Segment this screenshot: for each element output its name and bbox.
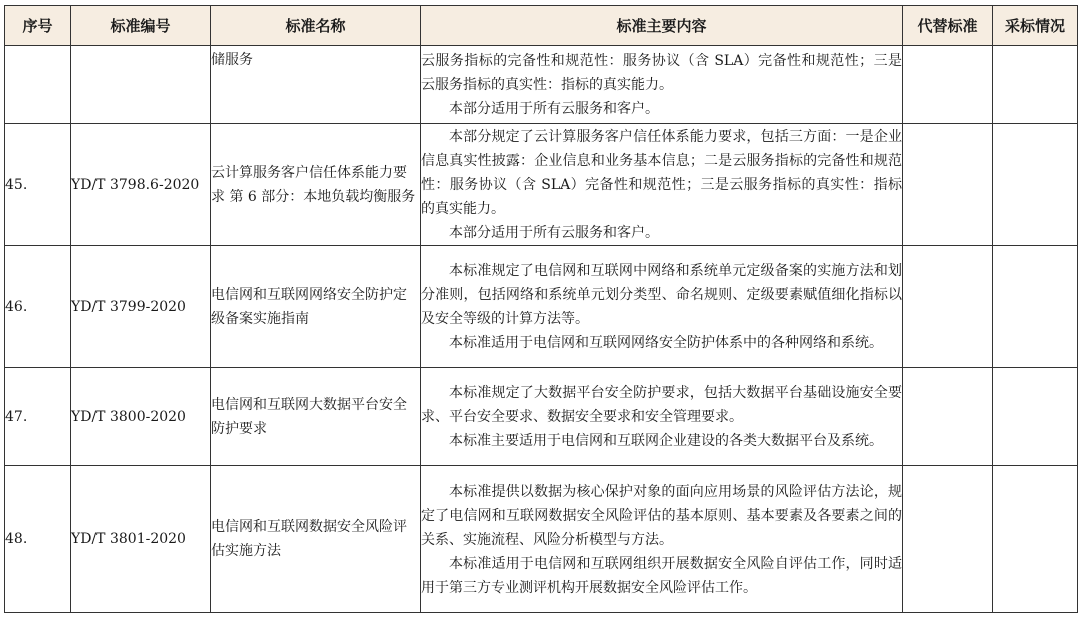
row-name: 电信网和互联网数据安全风险评估实施方法: [211, 466, 421, 613]
row-replace: [903, 46, 993, 124]
row-content: [421, 124, 903, 246]
content-paragraph: 本标准提供以数据为核心保护对象的面向应用场景的风险评估方法论，规定了电信网和互联网数据安全风险评估的基本原则、基本要素及各要素之间的关系、实施流程、风险分析模型与方法。: [421, 483, 902, 548]
row-seq: 47.: [5, 368, 71, 466]
row-code: YD/T 3801-2020: [71, 466, 211, 613]
row-adopt: [993, 46, 1078, 124]
row-code: [71, 46, 211, 124]
row-adopt: [993, 368, 1078, 466]
row-replace: [903, 368, 993, 466]
row-content: [421, 46, 903, 124]
table-row: [5, 368, 1078, 466]
header-seq: 序号: [5, 6, 71, 46]
header-replace: 代替标准: [903, 6, 993, 46]
header-name: 标准名称: [211, 6, 421, 46]
content-paragraph: 本标准主要适用于电信网和互联网企业建设的各类大数据平台及系统。: [449, 433, 883, 449]
content-paragraph: 本标准规定了电信网和互联网中网络和系统单元定级备案的实施方法和划分准则，包括网络和系统单元划分类型、命名规则、定级要素赋值细化指标以及安全等级的计算方法等。: [421, 263, 902, 327]
row-adopt: [993, 124, 1078, 246]
standards-table: [4, 5, 1078, 613]
row-replace: [903, 246, 993, 368]
content-paragraph: 本部分适用于所有云服务和客户。: [449, 225, 659, 241]
row-content: [421, 246, 903, 368]
content-paragraph: 本标准适用于电信网和互联网网络安全防护体系中的各种网络和系统。: [449, 335, 883, 351]
table-header-row: [5, 6, 1078, 46]
row-content: [421, 466, 903, 613]
row-adopt: [993, 246, 1078, 368]
row-content: [421, 368, 903, 466]
row-name: 电信网和互联网网络安全防护定级备案实施指南: [211, 246, 421, 368]
content-paragraph: 云服务指标的完备性和规范性：服务协议（含 SLA）完备性和规范性；三是云服务指标的真实性：指标的真实能力。: [421, 53, 902, 93]
row-replace: [903, 124, 993, 246]
row-code: YD/T 3798.6-2020: [71, 124, 211, 246]
row-code: YD/T 3800-2020: [71, 368, 211, 466]
row-replace: [903, 466, 993, 613]
row-seq: 48.: [5, 466, 71, 613]
table-row: [5, 246, 1078, 368]
row-adopt: [993, 466, 1078, 613]
header-content: 标准主要内容: [421, 6, 903, 46]
content-paragraph: 本部分适用于所有云服务和客户。: [449, 101, 659, 117]
content-paragraph: 本标准适用于电信网和互联网组织开展数据安全风险自评估工作，同时适用于第三方专业测评机构开展数据安全风险评估工作。: [421, 555, 902, 596]
table-row: [5, 46, 1078, 124]
row-seq: 45.: [5, 124, 71, 246]
header-code: 标准编号: [71, 6, 211, 46]
content-paragraph: 本部分规定了云计算服务客户信任体系能力要求，包括三方面：一是企业信息真实性披露：企业信息和业务基本信息；二是云服务指标的完备性和规范性：服务协议（含 SLA）完备性和规范性；三是云服务指标的真实性：指标的真实能力。: [421, 129, 902, 217]
header-adopt: 采标情况: [993, 6, 1078, 46]
row-name: 储服务: [211, 46, 421, 124]
row-seq: 46.: [5, 246, 71, 368]
row-seq: [5, 46, 71, 124]
table-row: [5, 124, 1078, 246]
content-paragraph: 本标准规定了大数据平台安全防护要求，包括大数据平台基础设施安全要求、平台安全要求、数据安全要求和安全管理要求。: [421, 385, 902, 425]
row-code: YD/T 3799-2020: [71, 246, 211, 368]
row-name: 电信网和互联网大数据平台安全防护要求: [211, 368, 421, 466]
table-row: [5, 466, 1078, 613]
row-name: 云计算服务客户信任体系能力要求 第 6 部分：本地负载均衡服务: [211, 124, 421, 246]
